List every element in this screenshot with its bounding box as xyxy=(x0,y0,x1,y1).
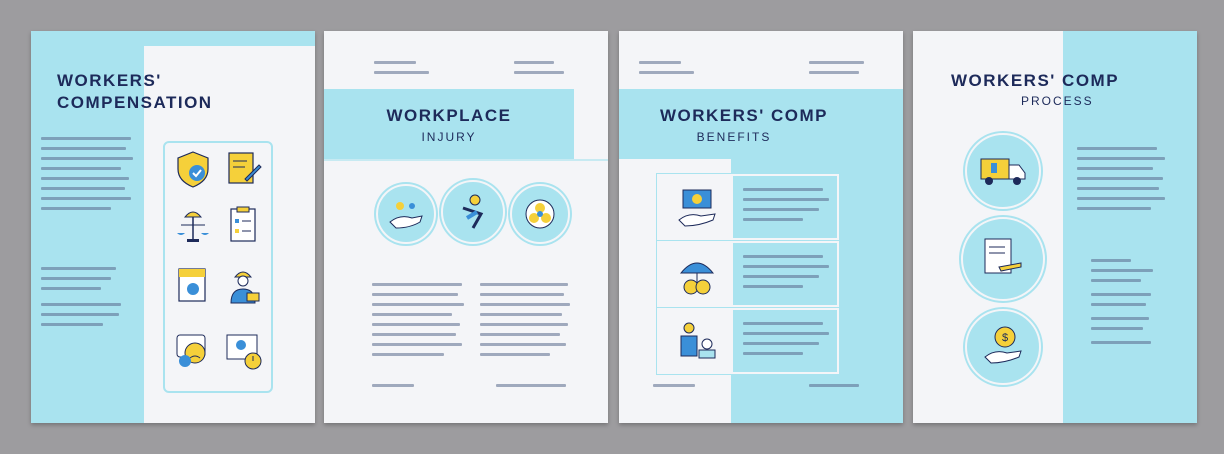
benefit-box xyxy=(657,174,839,240)
accent-band xyxy=(144,31,315,46)
page-title: WORKPLACE xyxy=(386,106,512,125)
page-subtitle: PROCESS xyxy=(1021,94,1094,108)
page-title: WORKERS' COMP xyxy=(951,71,1120,90)
page-subtitle: INJURY xyxy=(421,130,477,144)
injured-hand-icon xyxy=(386,194,426,234)
chat-sad-face-icon xyxy=(173,331,213,371)
page-title-line1: WORKERS' xyxy=(57,71,162,90)
caregiver-patient-icon xyxy=(675,320,719,364)
process-circle xyxy=(965,309,1041,385)
worker-briefcase-icon xyxy=(223,265,263,305)
document-pencil-icon xyxy=(223,149,263,189)
process-circle xyxy=(965,133,1041,209)
ambulance-icon xyxy=(979,151,1027,191)
benefit-box xyxy=(657,308,839,374)
policy-document-icon xyxy=(173,265,213,305)
biohazard-icon xyxy=(520,194,560,234)
brochure-page-workers-compensation xyxy=(31,31,315,423)
brochure-page-process xyxy=(913,31,1197,423)
svg-text:$: $ xyxy=(1001,332,1009,344)
brochure-page-workplace-injury xyxy=(324,31,608,423)
process-circle xyxy=(961,217,1045,301)
brochure-page-benefits xyxy=(619,31,903,423)
umbrella-coins-icon xyxy=(675,253,719,297)
shield-check-icon xyxy=(173,149,213,189)
doctor-clock-icon xyxy=(223,331,263,371)
page-title: WORKERS' COMP xyxy=(659,106,829,125)
page-subtitle: BENEFITS xyxy=(696,130,772,144)
benefit-box xyxy=(657,241,839,307)
divider xyxy=(324,159,608,161)
icon-panel xyxy=(163,141,273,393)
injury-circle xyxy=(376,184,436,244)
coin-hand-icon xyxy=(981,323,1025,367)
falling-person-icon xyxy=(453,192,493,232)
page-title-line2: COMPENSATION xyxy=(57,93,213,112)
injury-circle xyxy=(510,184,570,244)
injury-circle xyxy=(441,180,505,244)
checklist-icon xyxy=(223,205,263,245)
claim-document-icon xyxy=(981,237,1025,281)
worker-scales-icon xyxy=(173,205,213,245)
money-hand-icon xyxy=(675,186,719,230)
